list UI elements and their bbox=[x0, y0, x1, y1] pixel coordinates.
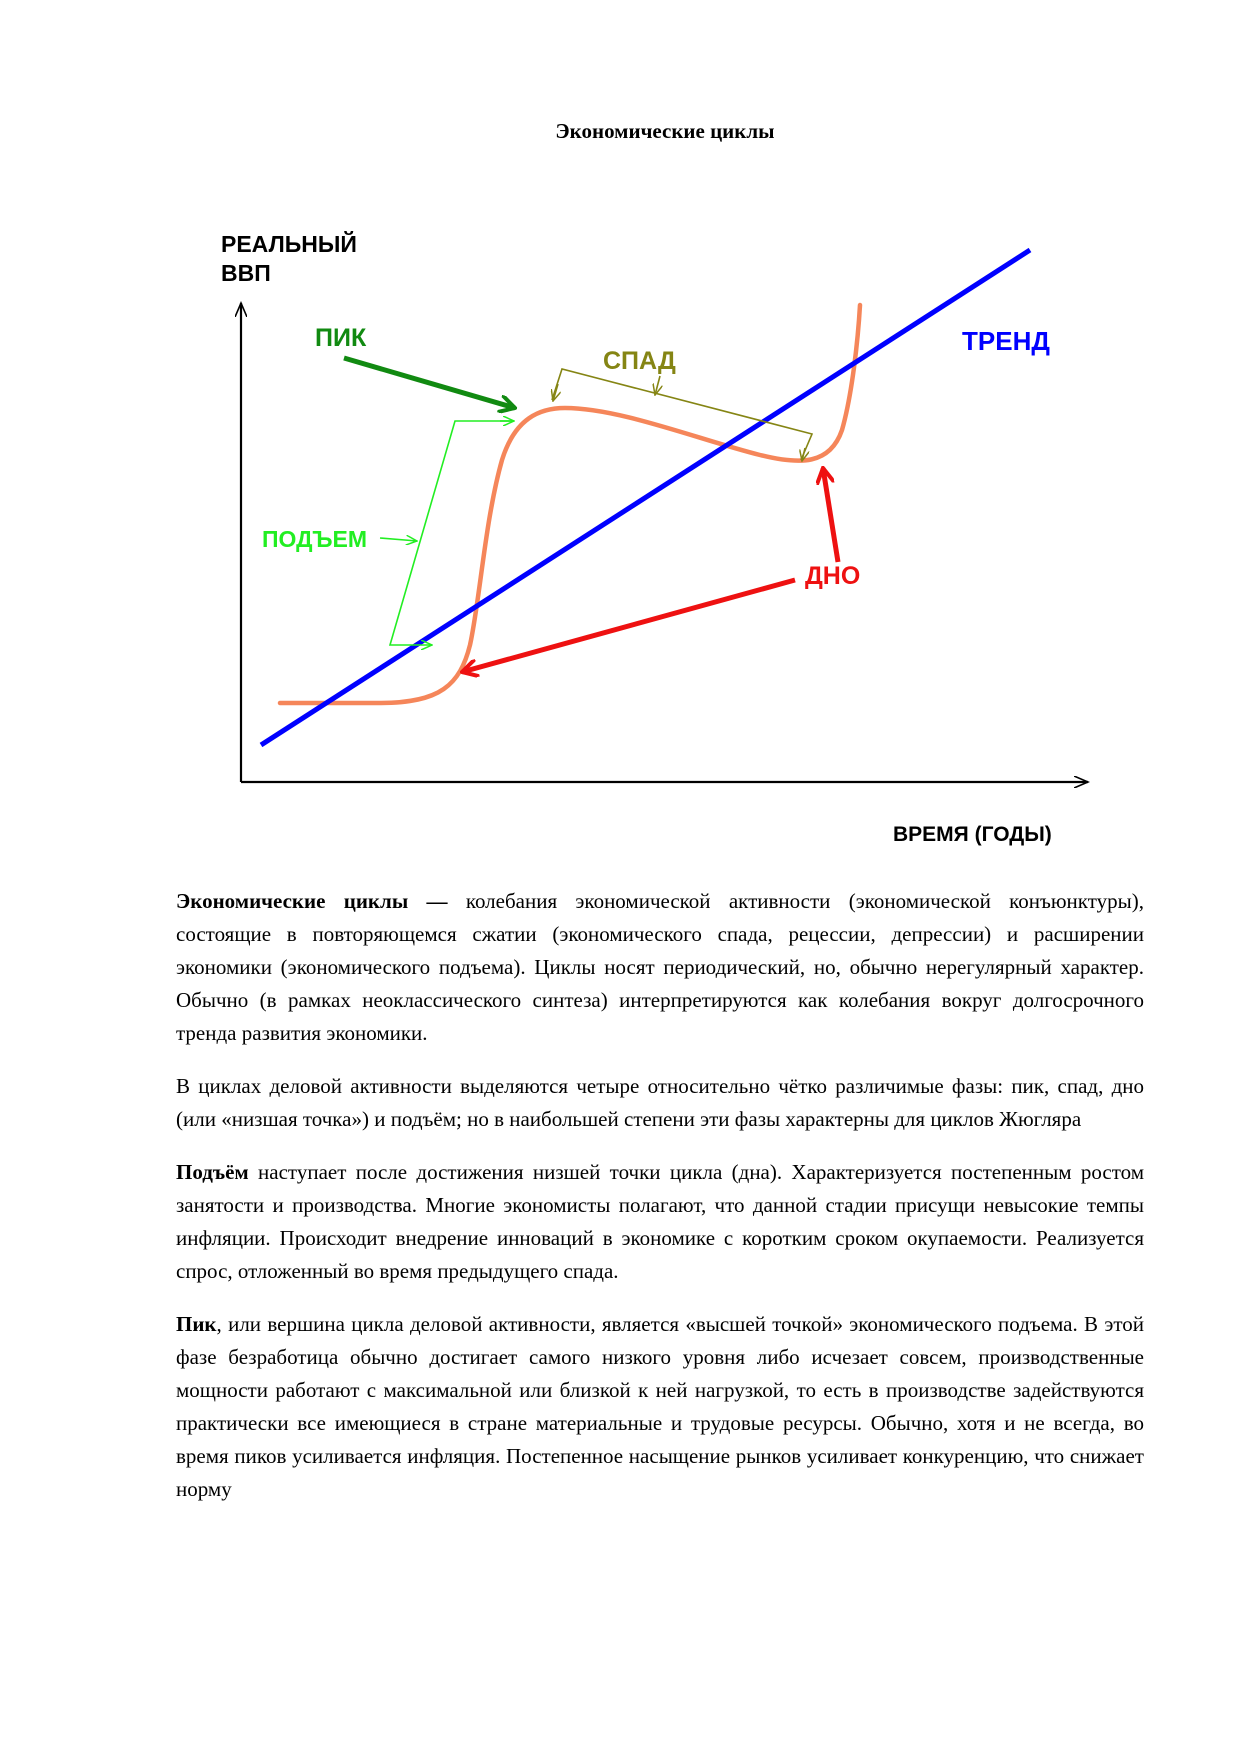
trough-label: ДНО bbox=[805, 562, 861, 590]
paragraph-peak-text: , или вершина цикла деловой активности, является «высшей точкой» экономического подъема. В этой фазе безработица обычно достигает самого низкого уровня либо исчезает совсем, производственные мощности работают с максимальной или близкой к ней нагрузкой, то есть в производстве задействуются практически все имеющиеся в стране материальные и трудовые ресурсы. Обычно, хотя и не всегда, во время пиков усиливается инфляция. Постепенное насыщение рынков усиливает конкуренцию, что снижает норму bbox=[176, 1312, 1144, 1501]
paragraph-expansion-bold: Подъём bbox=[176, 1160, 249, 1184]
trend-line bbox=[261, 250, 1030, 745]
peak-label: ПИК bbox=[315, 324, 367, 352]
body-text bbox=[176, 885, 1144, 1506]
y-axis-label-line1: РЕАЛЬНЫЙ bbox=[221, 231, 357, 257]
paragraph-peak-bold: Пик bbox=[176, 1312, 217, 1336]
paragraph-expansion-text: наступает после достижения низшей точки цикла (дна). Характеризуется постепенным ростом занятости и производства. Многие экономисты полагают, что данной стадии присущи невысокие темпы инфляции. Происходит внедрение инноваций в экономике с коротким сроком окупаемости. Реализуется спрос, отложенный во время предыдущего спада. bbox=[176, 1160, 1144, 1283]
trend-label: ТРЕНД bbox=[962, 326, 1050, 356]
expansion-bracket bbox=[390, 421, 513, 645]
paragraph-phases bbox=[176, 1070, 1144, 1136]
peak-arrow bbox=[344, 358, 515, 408]
paragraph-definition-bold: Экономические циклы — bbox=[176, 889, 448, 913]
y-axis-label-line2: ВВП bbox=[221, 260, 271, 286]
paragraph-expansion bbox=[176, 1156, 1144, 1288]
business-cycle-diagram bbox=[200, 205, 1100, 865]
recession-label: СПАД bbox=[603, 347, 676, 375]
expansion-pointer bbox=[380, 538, 417, 541]
paragraph-peak bbox=[176, 1308, 1144, 1506]
x-axis-label: ВРЕМЯ (ГОДЫ) bbox=[893, 823, 1052, 846]
paragraph-phases-text: В циклах деловой активности выделяются четыре относительно чётко различимые фазы: пик, спад, дно (или «низшая точка») и подъём; но в наибольшей степени эти фазы характерны для циклов Жюгляра bbox=[176, 1074, 1144, 1131]
trough-arrow-left bbox=[462, 580, 795, 672]
recession-bracket-arrow bbox=[655, 376, 660, 395]
paragraph-definition bbox=[176, 885, 1144, 1050]
page-title: Экономические циклы bbox=[555, 119, 775, 143]
trough-arrow-up bbox=[823, 468, 838, 562]
expansion-label: ПОДЪЕМ bbox=[262, 526, 368, 552]
paragraph-definition-text: колебания экономической активности (экономической конъюнктуры), состоящие в повторяющемся сжатии (экономического спада, рецессии, депрессии) и расширении экономики (экономического подъема). Циклы носят периодический, но, обычно нерегулярный характер. Обычно (в рамках неоклассического синтеза) интерпретируются как колебания вокруг долгосрочного тренда развития экономики. bbox=[176, 889, 1144, 1045]
